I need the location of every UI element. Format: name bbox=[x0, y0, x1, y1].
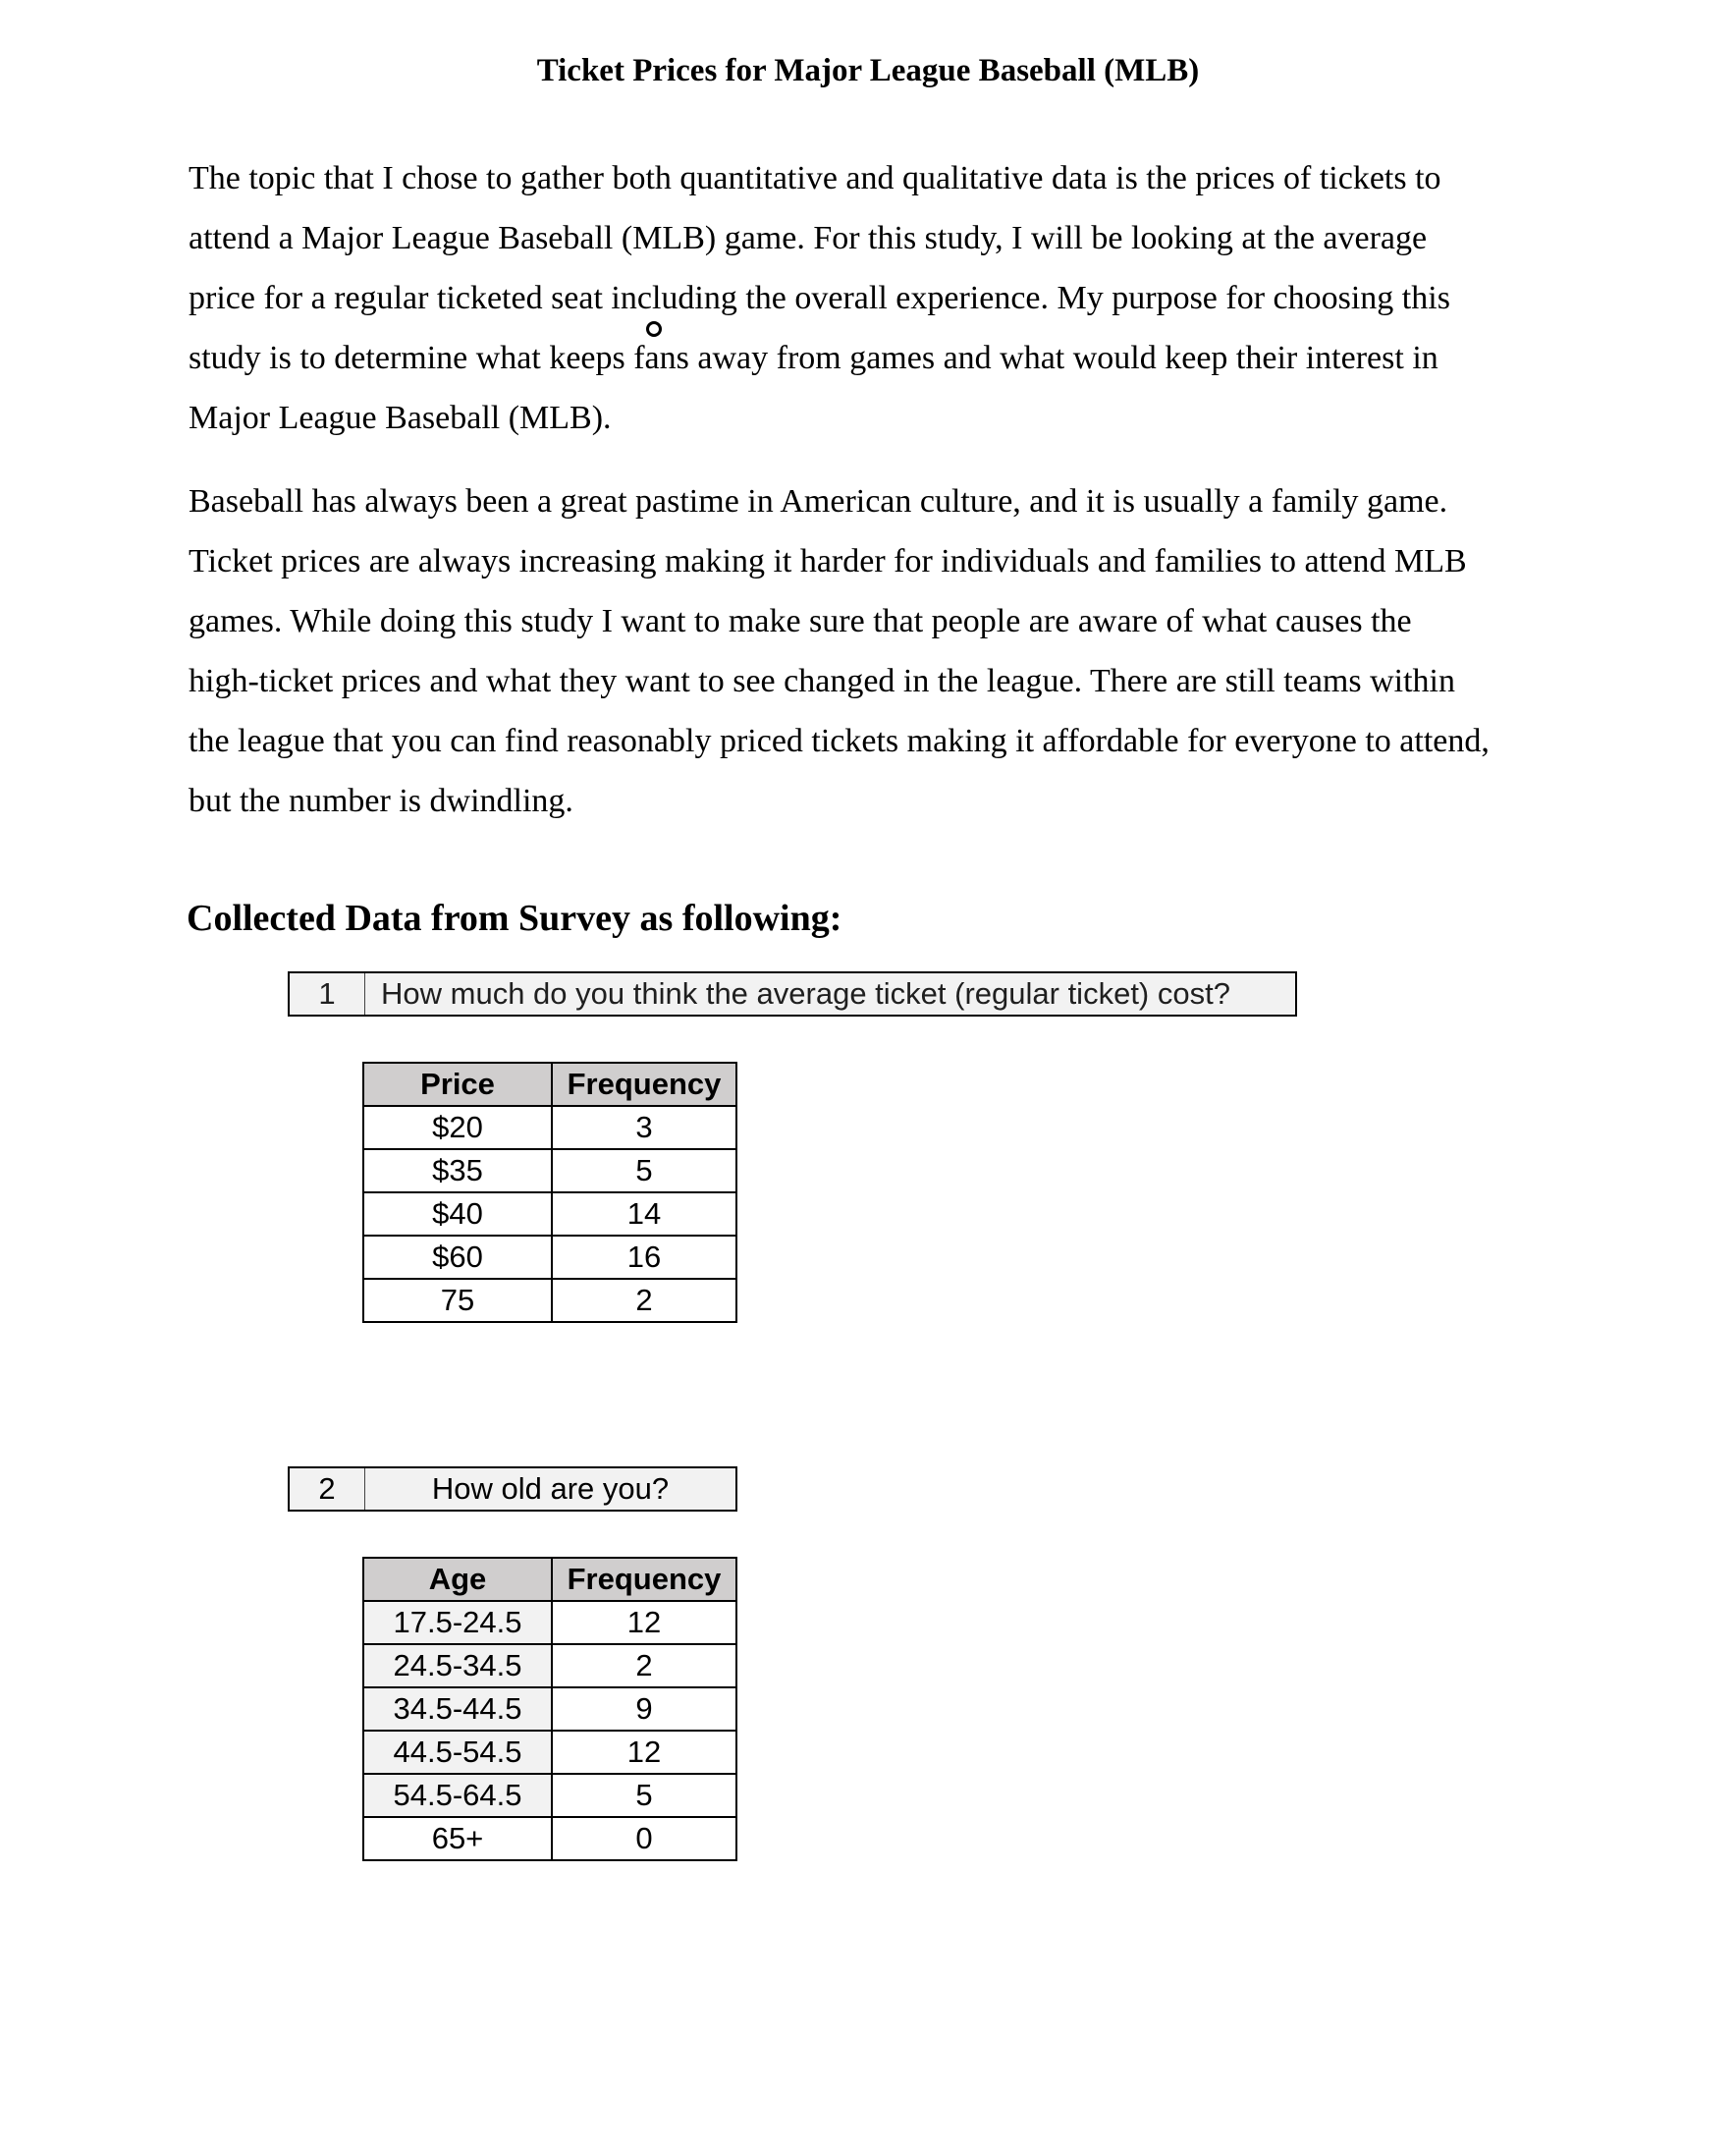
mouse-cursor-icon bbox=[646, 321, 662, 337]
price-frequency-table bbox=[362, 1062, 737, 1323]
header-age: Age bbox=[363, 1558, 552, 1601]
frequency-cell: 2 bbox=[552, 1644, 736, 1687]
table-row bbox=[363, 1687, 736, 1731]
table-row bbox=[363, 1279, 736, 1322]
question-number: 1 bbox=[290, 973, 365, 1015]
price-cell: $60 bbox=[363, 1236, 552, 1279]
table-header-row bbox=[363, 1558, 736, 1601]
text-line: attend a Major League Baseball (MLB) game. For this study, I will be looking at the average bbox=[189, 220, 1428, 256]
frequency-cell: 14 bbox=[552, 1192, 736, 1236]
text-line: Baseball has always been a great pastime in American culture, and it is usually a family game. bbox=[189, 483, 1448, 520]
document-title: Ticket Prices for Major League Baseball (MLB) bbox=[536, 53, 1200, 88]
price-cell: $20 bbox=[363, 1106, 552, 1149]
price-cell: $35 bbox=[363, 1149, 552, 1192]
question-2 bbox=[288, 1466, 737, 1512]
section-heading: Collected Data from Survey as following: bbox=[187, 898, 842, 939]
age-cell: 17.5-24.5 bbox=[363, 1601, 552, 1644]
age-frequency-table bbox=[362, 1557, 737, 1861]
table-row bbox=[363, 1149, 736, 1192]
table-row bbox=[363, 1106, 736, 1149]
frequency-cell: 12 bbox=[552, 1601, 736, 1644]
text-line: but the number is dwindling. bbox=[189, 783, 573, 819]
header-frequency: Frequency bbox=[552, 1558, 736, 1601]
table-row bbox=[363, 1192, 736, 1236]
price-cell: 75 bbox=[363, 1279, 552, 1322]
frequency-cell: 3 bbox=[552, 1106, 736, 1149]
text-line: Major League Baseball (MLB). bbox=[189, 400, 612, 436]
table-header-row bbox=[363, 1063, 736, 1106]
frequency-cell: 0 bbox=[552, 1817, 736, 1860]
table-row bbox=[363, 1601, 736, 1644]
paragraph-background bbox=[189, 471, 1583, 831]
frequency-cell: 5 bbox=[552, 1774, 736, 1817]
text-line: Ticket prices are always increasing making it harder for individuals and families to attend MLB bbox=[189, 543, 1467, 579]
question-text: How much do you think the average ticket (regular ticket) cost? bbox=[381, 976, 1230, 1011]
question-number: 2 bbox=[290, 1468, 365, 1510]
table-row bbox=[363, 1236, 736, 1279]
paragraph-intro bbox=[189, 148, 1583, 448]
text-line: the league that you can find reasonably priced tickets making it affordable for everyone to attend, bbox=[189, 723, 1490, 759]
table-row bbox=[363, 1774, 736, 1817]
header-price: Price bbox=[363, 1063, 552, 1106]
age-cell: 44.5-54.5 bbox=[363, 1731, 552, 1774]
frequency-cell: 2 bbox=[552, 1279, 736, 1322]
table-row bbox=[363, 1731, 736, 1774]
table-row bbox=[363, 1644, 736, 1687]
question-text: How old are you? bbox=[431, 1471, 670, 1506]
text-line: study is to determine what keeps fans away from games and what would keep their interest in bbox=[189, 340, 1438, 376]
age-cell: 24.5-34.5 bbox=[363, 1644, 552, 1687]
frequency-cell: 12 bbox=[552, 1731, 736, 1774]
age-cell: 54.5-64.5 bbox=[363, 1774, 552, 1817]
frequency-cell: 16 bbox=[552, 1236, 736, 1279]
text-line: games. While doing this study I want to make sure that people are aware of what causes the bbox=[189, 603, 1412, 639]
text-line: price for a regular ticketed seat including the overall experience. My purpose for choosing this bbox=[189, 280, 1450, 316]
text-line: high-ticket prices and what they want to see changed in the league. There are still teams within bbox=[189, 663, 1455, 699]
frequency-cell: 9 bbox=[552, 1687, 736, 1731]
age-cell: 34.5-44.5 bbox=[363, 1687, 552, 1731]
header-frequency: Frequency bbox=[552, 1063, 736, 1106]
price-cell: $40 bbox=[363, 1192, 552, 1236]
table-row bbox=[363, 1817, 736, 1860]
question-1 bbox=[288, 971, 1297, 1017]
text-line: The topic that I chose to gather both quantitative and qualitative data is the prices of tickets to bbox=[189, 160, 1441, 196]
age-cell: 65+ bbox=[363, 1817, 552, 1860]
frequency-cell: 5 bbox=[552, 1149, 736, 1192]
